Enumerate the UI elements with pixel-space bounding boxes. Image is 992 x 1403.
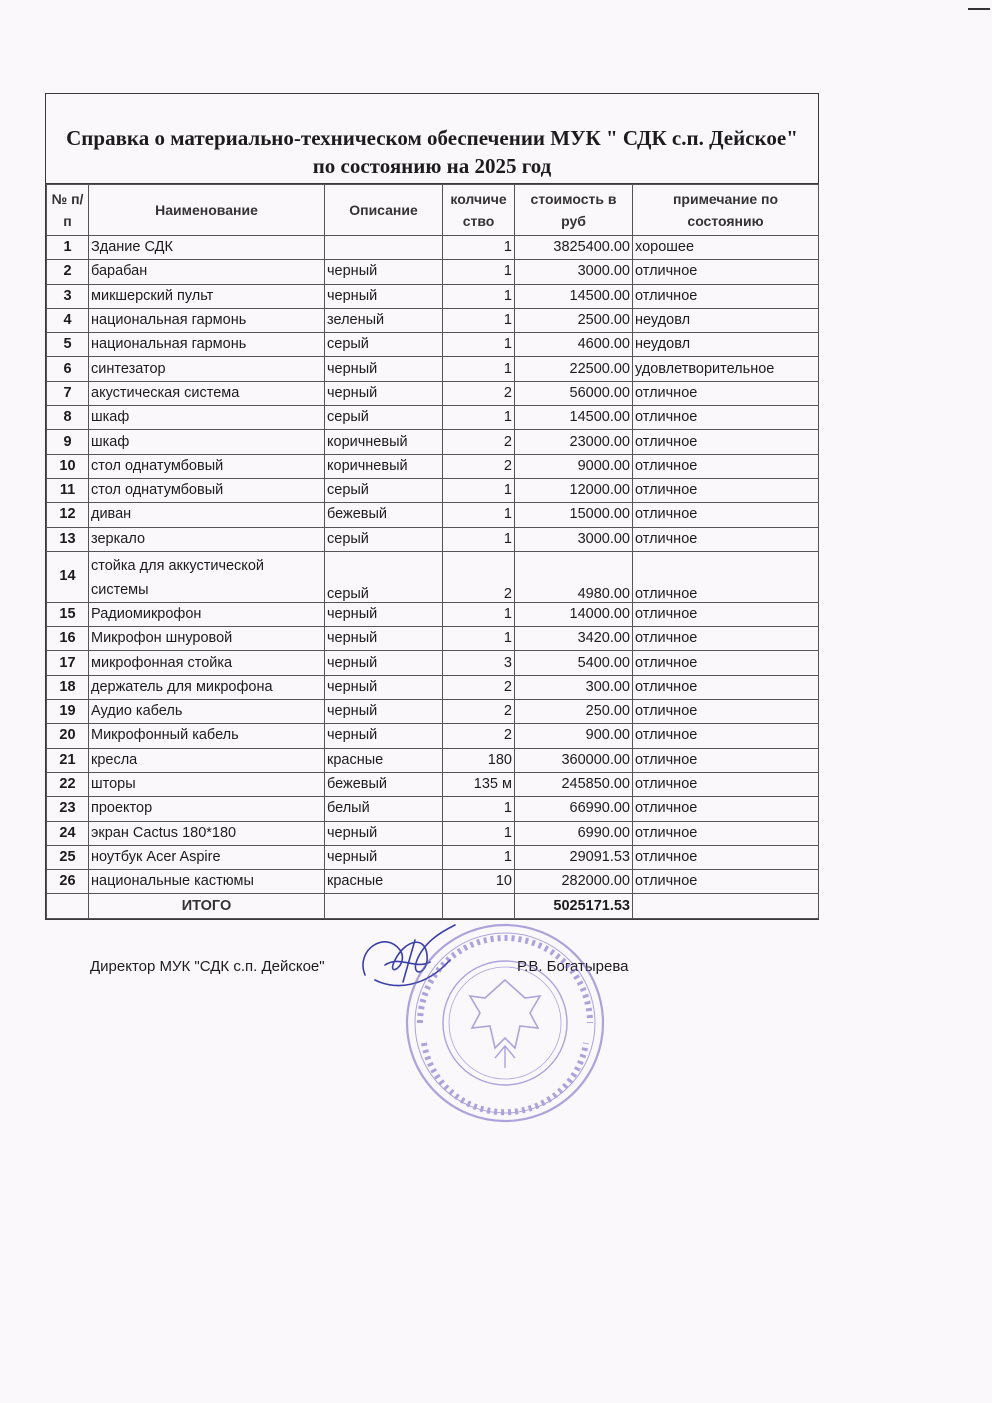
row-number: 4 [47,308,89,332]
table-row [47,845,819,869]
item-name: шкаф [89,406,325,430]
item-name: Микрофон шнуровой [89,627,325,651]
item-description: бежевый [325,503,443,527]
item-description: черный [325,675,443,699]
item-condition: отличное [633,870,819,894]
item-description: бежевый [325,772,443,796]
item-description: черный [325,651,443,675]
item-description: черный [325,845,443,869]
item-cost: 900.00 [515,724,633,748]
item-quantity: 3 [443,651,515,675]
header-quantity: колчиче ство [443,185,515,236]
item-description: черный [325,700,443,724]
item-quantity: 180 [443,748,515,772]
row-number: 12 [47,503,89,527]
item-condition: хорошее [633,236,819,260]
item-cost: 300.00 [515,675,633,699]
total-empty-cell [633,894,819,918]
item-quantity: 1 [443,284,515,308]
signature-name: Р.В. Богатырева [517,958,629,975]
item-condition: отличное [633,478,819,502]
item-name: шкаф [89,430,325,454]
item-description: белый [325,797,443,821]
total-label: ИТОГО [89,894,325,918]
item-cost: 250.00 [515,700,633,724]
page-corner-mark [968,8,990,10]
row-number: 1 [47,236,89,260]
item-condition: отличное [633,724,819,748]
header-name: Наименование [89,185,325,236]
item-quantity: 1 [443,845,515,869]
item-condition: отличное [633,675,819,699]
item-condition: отличное [633,700,819,724]
item-name: диван [89,503,325,527]
item-cost: 282000.00 [515,870,633,894]
item-cost: 9000.00 [515,454,633,478]
item-cost: 3420.00 [515,627,633,651]
item-condition: отличное [633,260,819,284]
item-cost: 3825400.00 [515,236,633,260]
total-empty-cell [47,894,89,918]
item-condition: отличное [633,454,819,478]
item-quantity: 2 [443,551,515,602]
item-cost: 3000.00 [515,260,633,284]
inventory-sheet [45,93,819,920]
table-body [47,236,819,894]
total-row [47,894,819,918]
item-description: черный [325,602,443,626]
table-row [47,797,819,821]
table-row [47,527,819,551]
item-condition: отличное [633,748,819,772]
item-name: стол однатумбовый [89,478,325,502]
table-row [47,700,819,724]
item-description: серый [325,551,443,602]
item-name: Аудио кабель [89,700,325,724]
item-quantity: 1 [443,333,515,357]
row-number: 2 [47,260,89,284]
item-name: кресла [89,748,325,772]
item-condition: отличное [633,406,819,430]
item-condition: неудовл [633,333,819,357]
table-row [47,821,819,845]
item-description: красные [325,748,443,772]
row-number: 20 [47,724,89,748]
item-name: шторы [89,772,325,796]
table-row [47,236,819,260]
item-quantity: 1 [443,627,515,651]
item-cost: 14500.00 [515,284,633,308]
row-number: 8 [47,406,89,430]
row-number: 14 [47,551,89,602]
item-condition: отличное [633,845,819,869]
row-number: 9 [47,430,89,454]
item-name: Радиомикрофон [89,602,325,626]
item-name: национальная гармонь [89,333,325,357]
row-number: 16 [47,627,89,651]
item-cost: 245850.00 [515,772,633,796]
round-stamp-seal-icon [400,918,610,1128]
total-cost: 5025171.53 [515,894,633,918]
row-number: 19 [47,700,89,724]
row-number: 13 [47,527,89,551]
item-cost: 29091.53 [515,845,633,869]
item-name: акустическая система [89,381,325,405]
row-number: 5 [47,333,89,357]
item-quantity: 135 м [443,772,515,796]
table-row [47,627,819,651]
table-row [47,430,819,454]
item-quantity: 1 [443,821,515,845]
item-name: ноутбук Acer Aspire [89,845,325,869]
table-row [47,503,819,527]
table-header-row [47,185,819,236]
document-title: Справка о материально-техническом обеспечении МУК " СДК с.п. Дейское" по состоянию на 2025 год [46,94,818,184]
item-description [325,236,443,260]
table-row [47,333,819,357]
table-row [47,675,819,699]
item-description: черный [325,357,443,381]
item-name: национальная гармонь [89,308,325,332]
table-row [47,260,819,284]
row-number: 23 [47,797,89,821]
total-empty-cell [443,894,515,918]
table-row [47,748,819,772]
item-cost: 66990.00 [515,797,633,821]
item-quantity: 1 [443,308,515,332]
item-description: черный [325,284,443,308]
item-quantity: 1 [443,236,515,260]
item-quantity: 1 [443,503,515,527]
item-description: серый [325,406,443,430]
header-description: Описание [325,185,443,236]
item-cost: 14500.00 [515,406,633,430]
item-name: синтезатор [89,357,325,381]
table-row [47,724,819,748]
item-name: держатель для микрофона [89,675,325,699]
item-cost: 360000.00 [515,748,633,772]
item-cost: 4600.00 [515,333,633,357]
item-name: стойка для аккустической системы [89,551,325,602]
item-condition: отличное [633,821,819,845]
row-number: 10 [47,454,89,478]
item-description: красные [325,870,443,894]
item-condition: отличное [633,284,819,308]
item-condition: удовлетворительное [633,357,819,381]
item-cost: 12000.00 [515,478,633,502]
item-quantity: 1 [443,527,515,551]
item-name: проектор [89,797,325,821]
item-description: серый [325,478,443,502]
item-condition: отличное [633,651,819,675]
item-cost: 56000.00 [515,381,633,405]
item-description: черный [325,627,443,651]
table-row [47,551,819,602]
item-quantity: 2 [443,675,515,699]
item-description: черный [325,381,443,405]
item-cost: 23000.00 [515,430,633,454]
item-condition: отличное [633,381,819,405]
item-quantity: 2 [443,700,515,724]
row-number: 24 [47,821,89,845]
row-number: 6 [47,357,89,381]
item-quantity: 2 [443,454,515,478]
item-name: Здание СДК [89,236,325,260]
row-number: 25 [47,845,89,869]
header-cost: стоимость в руб [515,185,633,236]
item-quantity: 10 [443,870,515,894]
table-row [47,454,819,478]
header-number: № п/п [47,185,89,236]
item-condition: отличное [633,527,819,551]
item-quantity: 2 [443,430,515,454]
item-condition: отличное [633,797,819,821]
item-name: стол однатумбовый [89,454,325,478]
row-number: 15 [47,602,89,626]
row-number: 17 [47,651,89,675]
item-description: зеленый [325,308,443,332]
table-row [47,478,819,502]
row-number: 3 [47,284,89,308]
item-condition: отличное [633,772,819,796]
item-quantity: 1 [443,478,515,502]
item-description: серый [325,527,443,551]
item-description: черный [325,724,443,748]
item-condition: неудовл [633,308,819,332]
item-cost: 4980.00 [515,551,633,602]
item-name: микшерский пульт [89,284,325,308]
total-empty-cell [325,894,443,918]
item-quantity: 1 [443,602,515,626]
item-name: микрофонная стойка [89,651,325,675]
item-quantity: 2 [443,724,515,748]
item-condition: отличное [633,503,819,527]
item-name: барабан [89,260,325,284]
item-description: черный [325,821,443,845]
item-cost: 14000.00 [515,602,633,626]
item-name: Микрофонный кабель [89,724,325,748]
table-row [47,651,819,675]
header-condition: примечание по состоянию [633,185,819,236]
row-number: 7 [47,381,89,405]
item-quantity: 1 [443,260,515,284]
table-row [47,284,819,308]
item-cost: 5400.00 [515,651,633,675]
row-number: 21 [47,748,89,772]
row-number: 22 [47,772,89,796]
item-cost: 3000.00 [515,527,633,551]
table-row [47,602,819,626]
item-quantity: 1 [443,406,515,430]
item-cost: 22500.00 [515,357,633,381]
table-row [47,381,819,405]
item-description: коричневый [325,454,443,478]
row-number: 18 [47,675,89,699]
item-description: коричневый [325,430,443,454]
row-number: 11 [47,478,89,502]
item-cost: 2500.00 [515,308,633,332]
item-name: экран Cactus 180*180 [89,821,325,845]
inventory-table [46,184,819,919]
item-condition: отличное [633,627,819,651]
table-row [47,308,819,332]
table-row [47,870,819,894]
item-cost: 15000.00 [515,503,633,527]
item-quantity: 1 [443,357,515,381]
table-row [47,406,819,430]
signature-role: Директор МУК "СДК с.п. Дейское" [90,958,325,975]
item-quantity: 2 [443,381,515,405]
row-number: 26 [47,870,89,894]
table-row [47,357,819,381]
item-condition: отличное [633,551,819,602]
item-cost: 6990.00 [515,821,633,845]
item-condition: отличное [633,602,819,626]
item-name: зеркало [89,527,325,551]
item-description: серый [325,333,443,357]
item-quantity: 1 [443,797,515,821]
item-description: черный [325,260,443,284]
table-row [47,772,819,796]
item-condition: отличное [633,430,819,454]
item-name: национальные кастюмы [89,870,325,894]
